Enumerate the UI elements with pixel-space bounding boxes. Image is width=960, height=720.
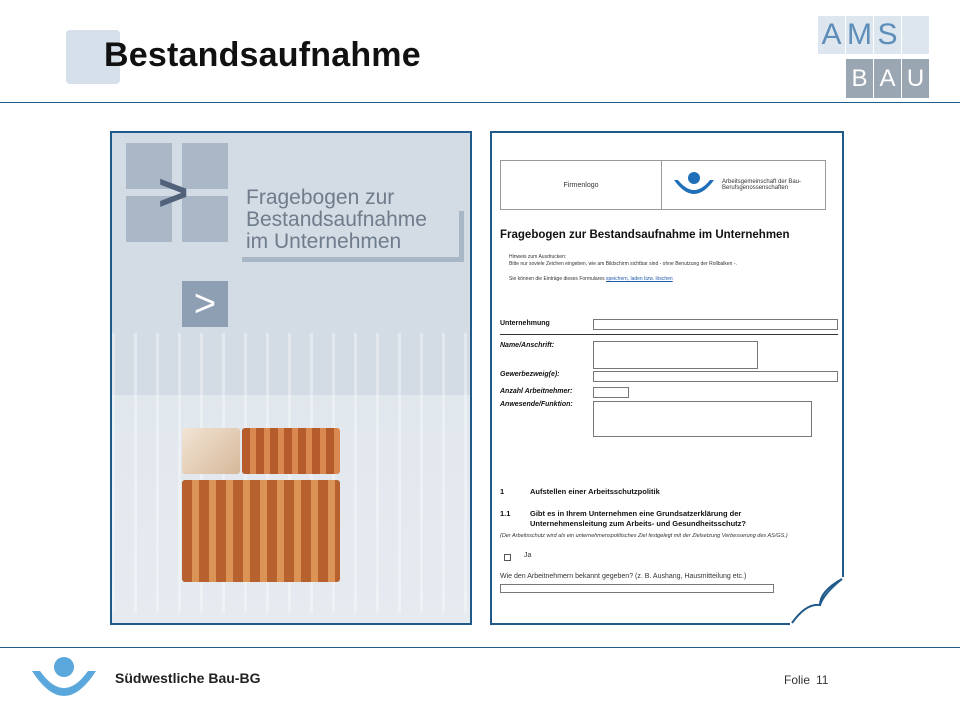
cover-square [182, 143, 228, 189]
gewerbe-field[interactable] [593, 371, 838, 382]
form-page [490, 131, 844, 625]
org-name: Arbeitsgemeinschaft der Bau-Berufsgenossenschaften [722, 179, 802, 191]
cover-photo-brick-tool [182, 480, 340, 582]
firm-logo-placeholder: Firmenlogo [501, 161, 662, 209]
name-address-field[interactable] [593, 341, 758, 369]
question-1-1-text: Gibt es in Ihrem Unternehmen eine Grundsatzerklärung der Unternehmensleitung zum Arbeits- und Gesundheitsschutz? [530, 509, 746, 528]
hint-text: Bitte nur soviele Zeichen eingeben, wie am Bildschirm sichtbar sind - ohne Benutzung der Rollbalken -. [509, 261, 737, 267]
chevron-right-icon: > [158, 164, 189, 222]
bg-logo-icon [672, 170, 716, 200]
cover-title: Fragebogen zur Bestandsaufnahme im Unternehmen [246, 186, 427, 253]
form-hint-2 [509, 276, 673, 282]
anwesende-field[interactable] [593, 401, 812, 437]
bg-logo-icon [30, 655, 98, 705]
anzahl-field[interactable] [593, 387, 629, 398]
ams-bau-logo [818, 16, 930, 98]
org-logo [662, 161, 825, 209]
logo-bottom-row [846, 59, 930, 98]
section-1-number: 1 [500, 487, 505, 496]
ja-checkbox[interactable] [504, 554, 511, 561]
logo-letter: M [846, 16, 873, 54]
cover-photo-hand [182, 428, 240, 474]
footer-divider [0, 647, 960, 648]
logo-letter: B [846, 59, 873, 98]
label-name: Name/Anschrift: [500, 342, 555, 349]
logo-top-row [818, 16, 930, 54]
logo-letter: A [818, 16, 845, 54]
form-header-box [500, 160, 826, 210]
logo-letter-blank [902, 16, 929, 54]
footer-org-name: Südwestliche Bau-BG [115, 670, 261, 686]
label-anzahl: Anzahl Arbeitnehmer: [500, 388, 573, 395]
label-unternehmung: Unternehmung [500, 320, 550, 327]
form-title: Fragebogen zur Bestandsaufnahme im Unternehmen [500, 229, 790, 241]
save-load-link[interactable]: speichern, laden bzw. löschen [606, 276, 673, 282]
chevron-right-icon: > [182, 281, 228, 327]
ja-label: Ja [524, 552, 532, 559]
page-curl-icon [790, 577, 844, 625]
logo-letter: U [902, 59, 929, 98]
logo-letter: A [874, 59, 901, 98]
cover-bracket [242, 257, 464, 262]
cover-image [110, 131, 472, 625]
form-hint [509, 254, 829, 268]
label-gewerbe: Gewerbezweig(e): [500, 371, 560, 378]
page-title: Bestandsaufnahme [104, 36, 421, 74]
cover-photo-brick [242, 428, 340, 474]
cover-square [182, 196, 228, 242]
header-divider [0, 102, 960, 103]
label-anwesende: Anwesende/Funktion: [500, 401, 573, 408]
cover-bracket [459, 211, 464, 261]
logo-letter: S [874, 16, 901, 54]
question-1-2-field[interactable] [500, 584, 774, 593]
question-1-1-number: 1.1 [500, 509, 511, 518]
page-curl [790, 577, 844, 625]
slide-label: Folie [784, 673, 811, 687]
question-1-2-text: Wie den Arbeitnehmern bekannt gegeben? (z. B. Aushang, Hausmitteilung etc.) [500, 573, 747, 580]
hint2-text: Sie können die Einträge dieses Formulares [509, 276, 605, 282]
slide-number: 11 [816, 673, 829, 687]
form-divider [500, 334, 838, 335]
hint-label: Hinweis zum Ausdrucken: [509, 254, 567, 260]
question-1-1-note: (Der Arbeitsschutz wird als ein unternehmenspolitisches Ziel festgelegt mit der Zielsetzung Verbesserung des AS/GS.) [500, 533, 788, 539]
section-1-title: Aufstellen einer Arbeitsschutzpolitik [530, 487, 660, 496]
unternehmung-field[interactable] [593, 319, 838, 330]
